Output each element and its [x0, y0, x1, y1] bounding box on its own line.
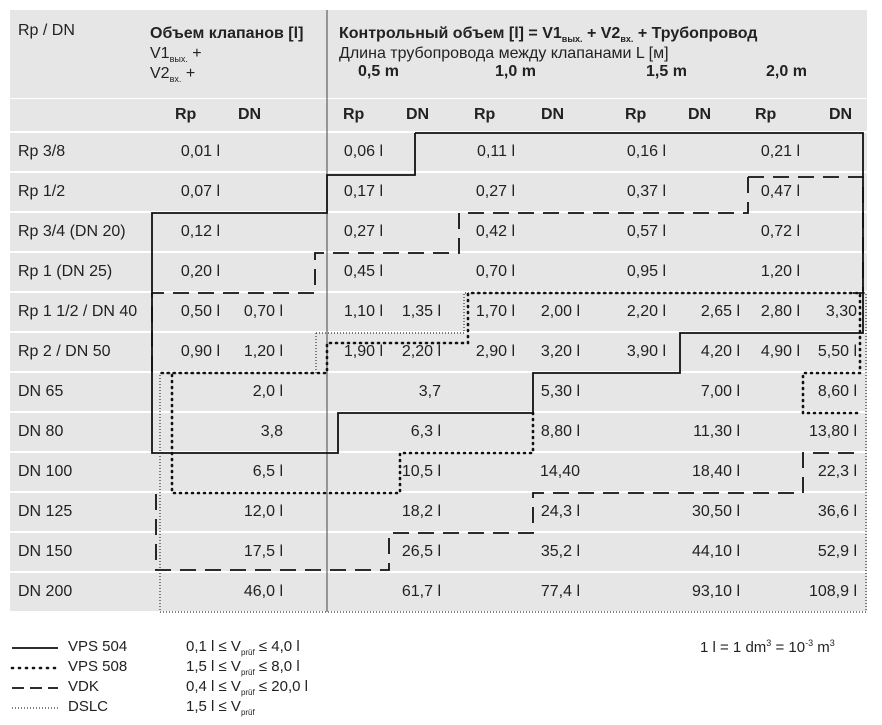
table-cell: 3,30 — [825, 303, 857, 320]
table-cell: 93,10 l — [691, 583, 740, 600]
legend-range: 0,1 $l \le V_{prüf} \le 4,0$ l — [186, 638, 300, 657]
table-cell: 1,70 l — [475, 303, 515, 320]
column-header-dn: DN — [688, 106, 712, 123]
table-cell: 2,00 l — [540, 303, 580, 320]
table-cell: 46,0 l — [243, 583, 283, 600]
control-title-sub1: вых. — [561, 34, 583, 44]
column-header-rp: Rp — [474, 106, 496, 123]
row-label: Rp 1/2 — [18, 183, 66, 200]
vps508-boundary-2 — [172, 373, 533, 493]
table-cell: 1,35 l — [401, 303, 441, 320]
legend-range: 1,5 $l \le V_{prüf} \le 8,0$ l — [186, 658, 300, 677]
column-header-rp: Rp — [175, 106, 197, 123]
table-cell: 22,3 l — [817, 463, 857, 480]
table-cell: 0,21 l — [760, 143, 800, 160]
table-cell: 7,00 l — [700, 383, 740, 400]
control-title-part-b: + V2 — [582, 25, 621, 42]
table-cell: 108,9 l — [808, 583, 857, 600]
table-cell: 10,5 l — [401, 463, 441, 480]
table-cell: 18,2 l — [401, 503, 441, 520]
table-cell: 3,8 — [260, 423, 283, 440]
table-cell: 1,10 l — [343, 303, 383, 320]
row-label: Rp 3/4 (DN 20) — [18, 223, 126, 240]
table-cell: 5,50 l — [817, 343, 857, 360]
table-cell: 2,65 l — [700, 303, 740, 320]
table-cell: 0,07 l — [180, 183, 220, 200]
table-cell: 0,01 l — [180, 143, 220, 160]
row-label: Rp 3/8 — [18, 143, 66, 160]
table-cell: 61,7 l — [401, 583, 441, 600]
table-cell: 1,20 l — [760, 263, 800, 280]
legend-range: 1,5 $l \le V_{prüf}$ — [186, 698, 255, 717]
row-label: DN 200 — [18, 583, 73, 600]
row-label: DN 125 — [18, 503, 73, 520]
vdk-boundary-3 — [156, 453, 854, 570]
table-cell: 77,4 l — [540, 583, 580, 600]
table-cell: 26,5 l — [401, 543, 441, 560]
table-cell: 0,16 l — [626, 143, 666, 160]
table-cell: 6,3 l — [410, 423, 441, 440]
control-title-sub2: вх. — [620, 34, 634, 44]
table-cell: 3,7 — [418, 383, 441, 400]
table-cell: 3,90 l — [626, 343, 666, 360]
row-label: Rp 1 (DN 25) — [18, 263, 113, 280]
row-label: DN 100 — [18, 463, 73, 480]
unit-note — [700, 638, 835, 656]
table-cell: 12,0 l — [243, 503, 283, 520]
unit-note-sup2: -3 — [805, 638, 814, 648]
table-cell: 2,90 l — [475, 343, 515, 360]
column-header-dn: DN — [541, 106, 565, 123]
table-cell: 14,40 — [539, 463, 580, 480]
column-header-rp: Rp — [625, 106, 647, 123]
plus-sign: + — [185, 65, 196, 82]
row-label: DN 150 — [18, 543, 73, 560]
table-cell: 8,80 l — [540, 423, 580, 440]
v1-label: V1 — [150, 45, 170, 62]
plus-sign: + — [192, 45, 202, 62]
table-cell: 0,57 l — [626, 223, 666, 240]
table-cell: 4,90 l — [760, 343, 800, 360]
table-cell: 0,47 l — [760, 183, 800, 200]
legend-range: 0,4 $l \le V_{prüf} \le 20,0$ l — [186, 678, 308, 697]
table-cell: 1,90 l — [343, 343, 383, 360]
table-cell: 2,20 l — [626, 303, 666, 320]
table-cell: 30,50 l — [691, 503, 740, 520]
table-cell: 0,17 l — [343, 183, 383, 200]
v1-sub: вых. — [169, 54, 188, 64]
table-cell: 8,60 l — [817, 383, 857, 400]
table-cell: 2,20 l — [401, 343, 441, 360]
legend-name: DSLC — [68, 698, 109, 715]
table-cell: 4,20 l — [700, 343, 740, 360]
table-cell: 24,3 l — [540, 503, 580, 520]
table-cell: 3,20 l — [540, 343, 580, 360]
table-cell: 1,20 l — [243, 343, 283, 360]
valves-title: Объем клапанов [l] — [150, 25, 304, 42]
table-cell: 17,5 l — [243, 543, 283, 560]
table-cell: 5,30 l — [540, 383, 580, 400]
unit-note-sup1: 3 — [766, 638, 772, 648]
unit-note-c: m — [813, 639, 830, 656]
row-label: DN 65 — [18, 383, 64, 400]
control-title-part-a: Контрольный объем [l] = V1 — [339, 25, 562, 42]
column-header-rp: Rp — [755, 106, 777, 123]
control-title-part-c: + Трубопровод — [633, 25, 758, 42]
v2-sub: вх. — [169, 74, 182, 84]
length-0-5: 0,5 m — [358, 63, 399, 80]
legend-name: VPS 504 — [68, 638, 128, 655]
table-cell: 0,37 l — [626, 183, 666, 200]
unit-note-a: 1 l = 1 dm — [700, 639, 767, 656]
table-cell: 0,27 l — [343, 223, 383, 240]
table-cell: 0,42 l — [475, 223, 515, 240]
column-header-dn: DN — [829, 106, 853, 123]
table-cell: 35,2 l — [540, 543, 580, 560]
table-cell: 52,9 l — [817, 543, 857, 560]
v2-label: V2 — [150, 65, 170, 82]
legend-name: VPS 508 — [68, 658, 128, 675]
table-cell: 44,10 l — [691, 543, 740, 560]
column-header-dn: DN — [238, 106, 262, 123]
table-cell: 0,70 l — [243, 303, 283, 320]
table-cell: 0,11 l — [477, 143, 515, 160]
vps508-boundary — [162, 293, 860, 413]
row-label: Rp 1 1/2 / DN 40 — [18, 303, 138, 320]
row-label: DN 80 — [18, 423, 64, 440]
table-cell: 0,50 l — [180, 303, 220, 320]
table-cell: 0,95 l — [626, 263, 666, 280]
length-1-5: 1,5 m — [646, 63, 687, 80]
table-cell: 2,80 l — [760, 303, 800, 320]
rp-dn-header: Rp / DN — [18, 22, 75, 39]
table-cell: 0,06 l — [343, 143, 383, 160]
table-cell: 0,70 l — [475, 263, 515, 280]
table-cell: 36,6 l — [817, 503, 857, 520]
legend-name: VDK — [68, 678, 99, 695]
length-1-0: 1,0 m — [495, 63, 536, 80]
length-2-0: 2,0 m — [766, 63, 807, 80]
table-cell: 13,80 l — [808, 423, 857, 440]
unit-note-sup3: 3 — [829, 638, 835, 648]
vdk-boundary — [748, 177, 863, 293]
unit-note-b: = 10 — [771, 639, 806, 656]
row-label: Rp 2 / DN 50 — [18, 343, 111, 360]
table-cell: 6,5 l — [252, 463, 283, 480]
table-cell: 0,27 l — [475, 183, 515, 200]
pipe-length-subtitle: Длина трубопровода между клапанами L [м] — [339, 45, 669, 62]
table-cell: 0,45 l — [343, 263, 383, 280]
column-header-rp: Rp — [343, 106, 365, 123]
table-cell: 2,0 l — [252, 383, 283, 400]
table-cell: 0,12 l — [180, 223, 220, 240]
table-cell: 11,30 l — [693, 423, 740, 440]
table-cell: 0,72 l — [760, 223, 800, 240]
table-cell: 0,20 l — [180, 263, 220, 280]
table-cell: 18,40 l — [691, 463, 740, 480]
column-header-dn: DN — [406, 106, 430, 123]
table-cell: 0,90 l — [180, 343, 220, 360]
